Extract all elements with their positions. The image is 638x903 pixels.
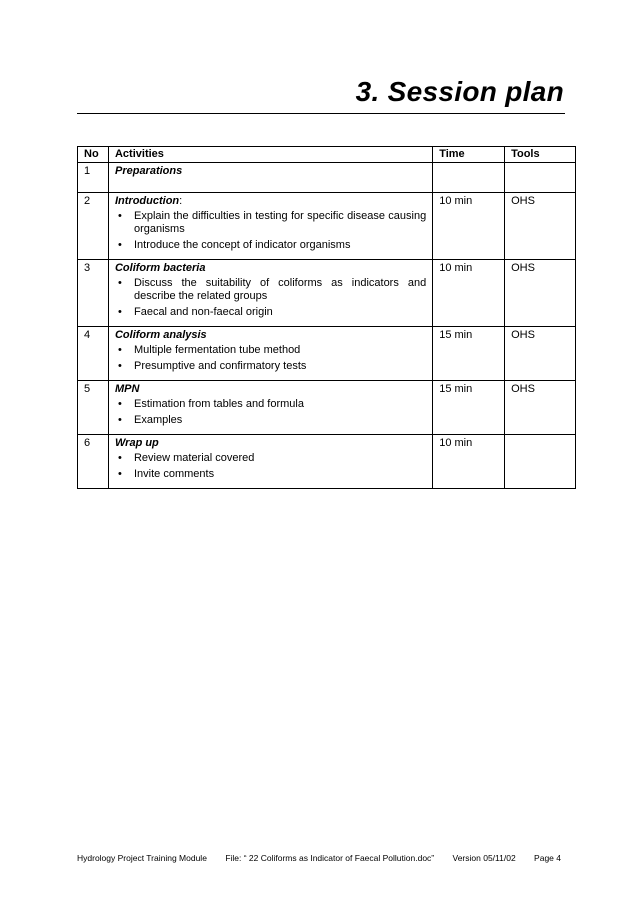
activity-heading: Introduction: [114, 195, 180, 207]
table-row: [78, 260, 576, 327]
row-time: 10 min: [433, 193, 505, 260]
row-activity: [108, 163, 432, 193]
activity-heading-line: [115, 437, 426, 449]
table-row: [78, 381, 576, 435]
point-text: Faecal and non-faecal origin: [133, 306, 273, 318]
row-time: 15 min: [433, 327, 505, 381]
bullet-icon: •: [117, 277, 122, 289]
point-text: Discuss the suitability of coliforms as indicators and describe the related groups: [133, 277, 427, 302]
header-activities: Activities: [108, 147, 432, 163]
row-tools: OHS: [505, 381, 576, 435]
activity-points: [115, 398, 426, 427]
session-plan-table: [77, 146, 576, 489]
bullet-icon: •: [117, 239, 122, 251]
activity-heading: Coliform analysis: [114, 329, 207, 341]
list-item: [115, 360, 426, 373]
activity-heading-line: [115, 383, 426, 395]
list-item: [115, 398, 426, 411]
activity-heading-suffix: :: [179, 195, 183, 207]
footer-page: Page 4: [534, 853, 561, 863]
row-number: 6: [78, 435, 109, 489]
list-item: [115, 239, 426, 252]
point-text: Introduce the concept of indicator organisms: [133, 239, 351, 251]
point-text: Review material covered: [133, 452, 255, 464]
activity-points: [115, 452, 426, 481]
list-item: [115, 306, 426, 319]
row-time: 10 min: [433, 260, 505, 327]
bullet-icon: •: [117, 452, 122, 464]
activity-heading: Preparations: [114, 165, 183, 177]
footer-file: File: “ 22 Coliforms as Indicator of Faecal Pollution.doc”: [225, 853, 435, 863]
row-tools: OHS: [505, 193, 576, 260]
point-text: Examples: [133, 414, 183, 426]
activity-heading-line: [115, 262, 426, 274]
row-number: 5: [78, 381, 109, 435]
row-activity: [108, 327, 432, 381]
header-time: Time: [433, 147, 505, 163]
bullet-icon: •: [117, 398, 122, 410]
row-activity: [108, 260, 432, 327]
table-row: [78, 435, 576, 489]
point-text: Estimation from tables and formula: [133, 398, 304, 410]
row-tools: OHS: [505, 327, 576, 381]
row-time: 15 min: [433, 381, 505, 435]
activity-points: [115, 277, 426, 319]
table-row: [78, 163, 576, 193]
activity-points: [115, 344, 426, 373]
activity-heading: Coliform bacteria: [114, 262, 206, 274]
row-tools: OHS: [505, 260, 576, 327]
bullet-icon: •: [117, 360, 122, 372]
header-tools: Tools: [505, 147, 576, 163]
row-activity: [108, 193, 432, 260]
list-item: [115, 344, 426, 357]
row-number: 4: [78, 327, 109, 381]
activity-heading-line: [115, 329, 426, 341]
bullet-icon: •: [117, 414, 122, 426]
table-body: [78, 163, 576, 489]
list-item: [115, 414, 426, 427]
title-rule: [77, 113, 565, 114]
row-number: 1: [78, 163, 109, 193]
page-title: 3. Session plan: [355, 76, 564, 107]
activity-heading-line: [115, 165, 426, 177]
row-tools: [505, 435, 576, 489]
row-activity: [108, 435, 432, 489]
bullet-icon: •: [117, 468, 122, 480]
list-item: [115, 452, 426, 465]
table-row: [78, 327, 576, 381]
list-item: [115, 277, 426, 303]
activity-heading-line: [115, 195, 426, 207]
row-number: 3: [78, 260, 109, 327]
list-item: [115, 468, 426, 481]
page-footer: [77, 853, 561, 863]
bullet-icon: •: [117, 306, 122, 318]
list-item: [115, 210, 426, 236]
activity-heading: Wrap up: [114, 437, 159, 449]
point-text: Explain the difficulties in testing for specific disease causing organisms: [133, 210, 427, 235]
row-number: 2: [78, 193, 109, 260]
footer-module: Hydrology Project Training Module: [77, 853, 207, 863]
row-time: 10 min: [433, 435, 505, 489]
row-tools: [505, 163, 576, 193]
bullet-icon: •: [117, 210, 122, 222]
bullet-icon: •: [117, 344, 122, 356]
point-text: Invite comments: [133, 468, 215, 480]
footer-version: Version 05/11/02: [452, 853, 516, 863]
table-row: [78, 193, 576, 260]
table-header-row: [78, 147, 576, 163]
point-text: Presumptive and confirmatory tests: [133, 360, 307, 372]
row-activity: [108, 381, 432, 435]
row-time: [433, 163, 505, 193]
point-text: Multiple fermentation tube method: [133, 344, 301, 356]
activity-points: [115, 210, 426, 252]
activity-heading: MPN: [114, 383, 140, 395]
header-no: No: [78, 147, 109, 163]
